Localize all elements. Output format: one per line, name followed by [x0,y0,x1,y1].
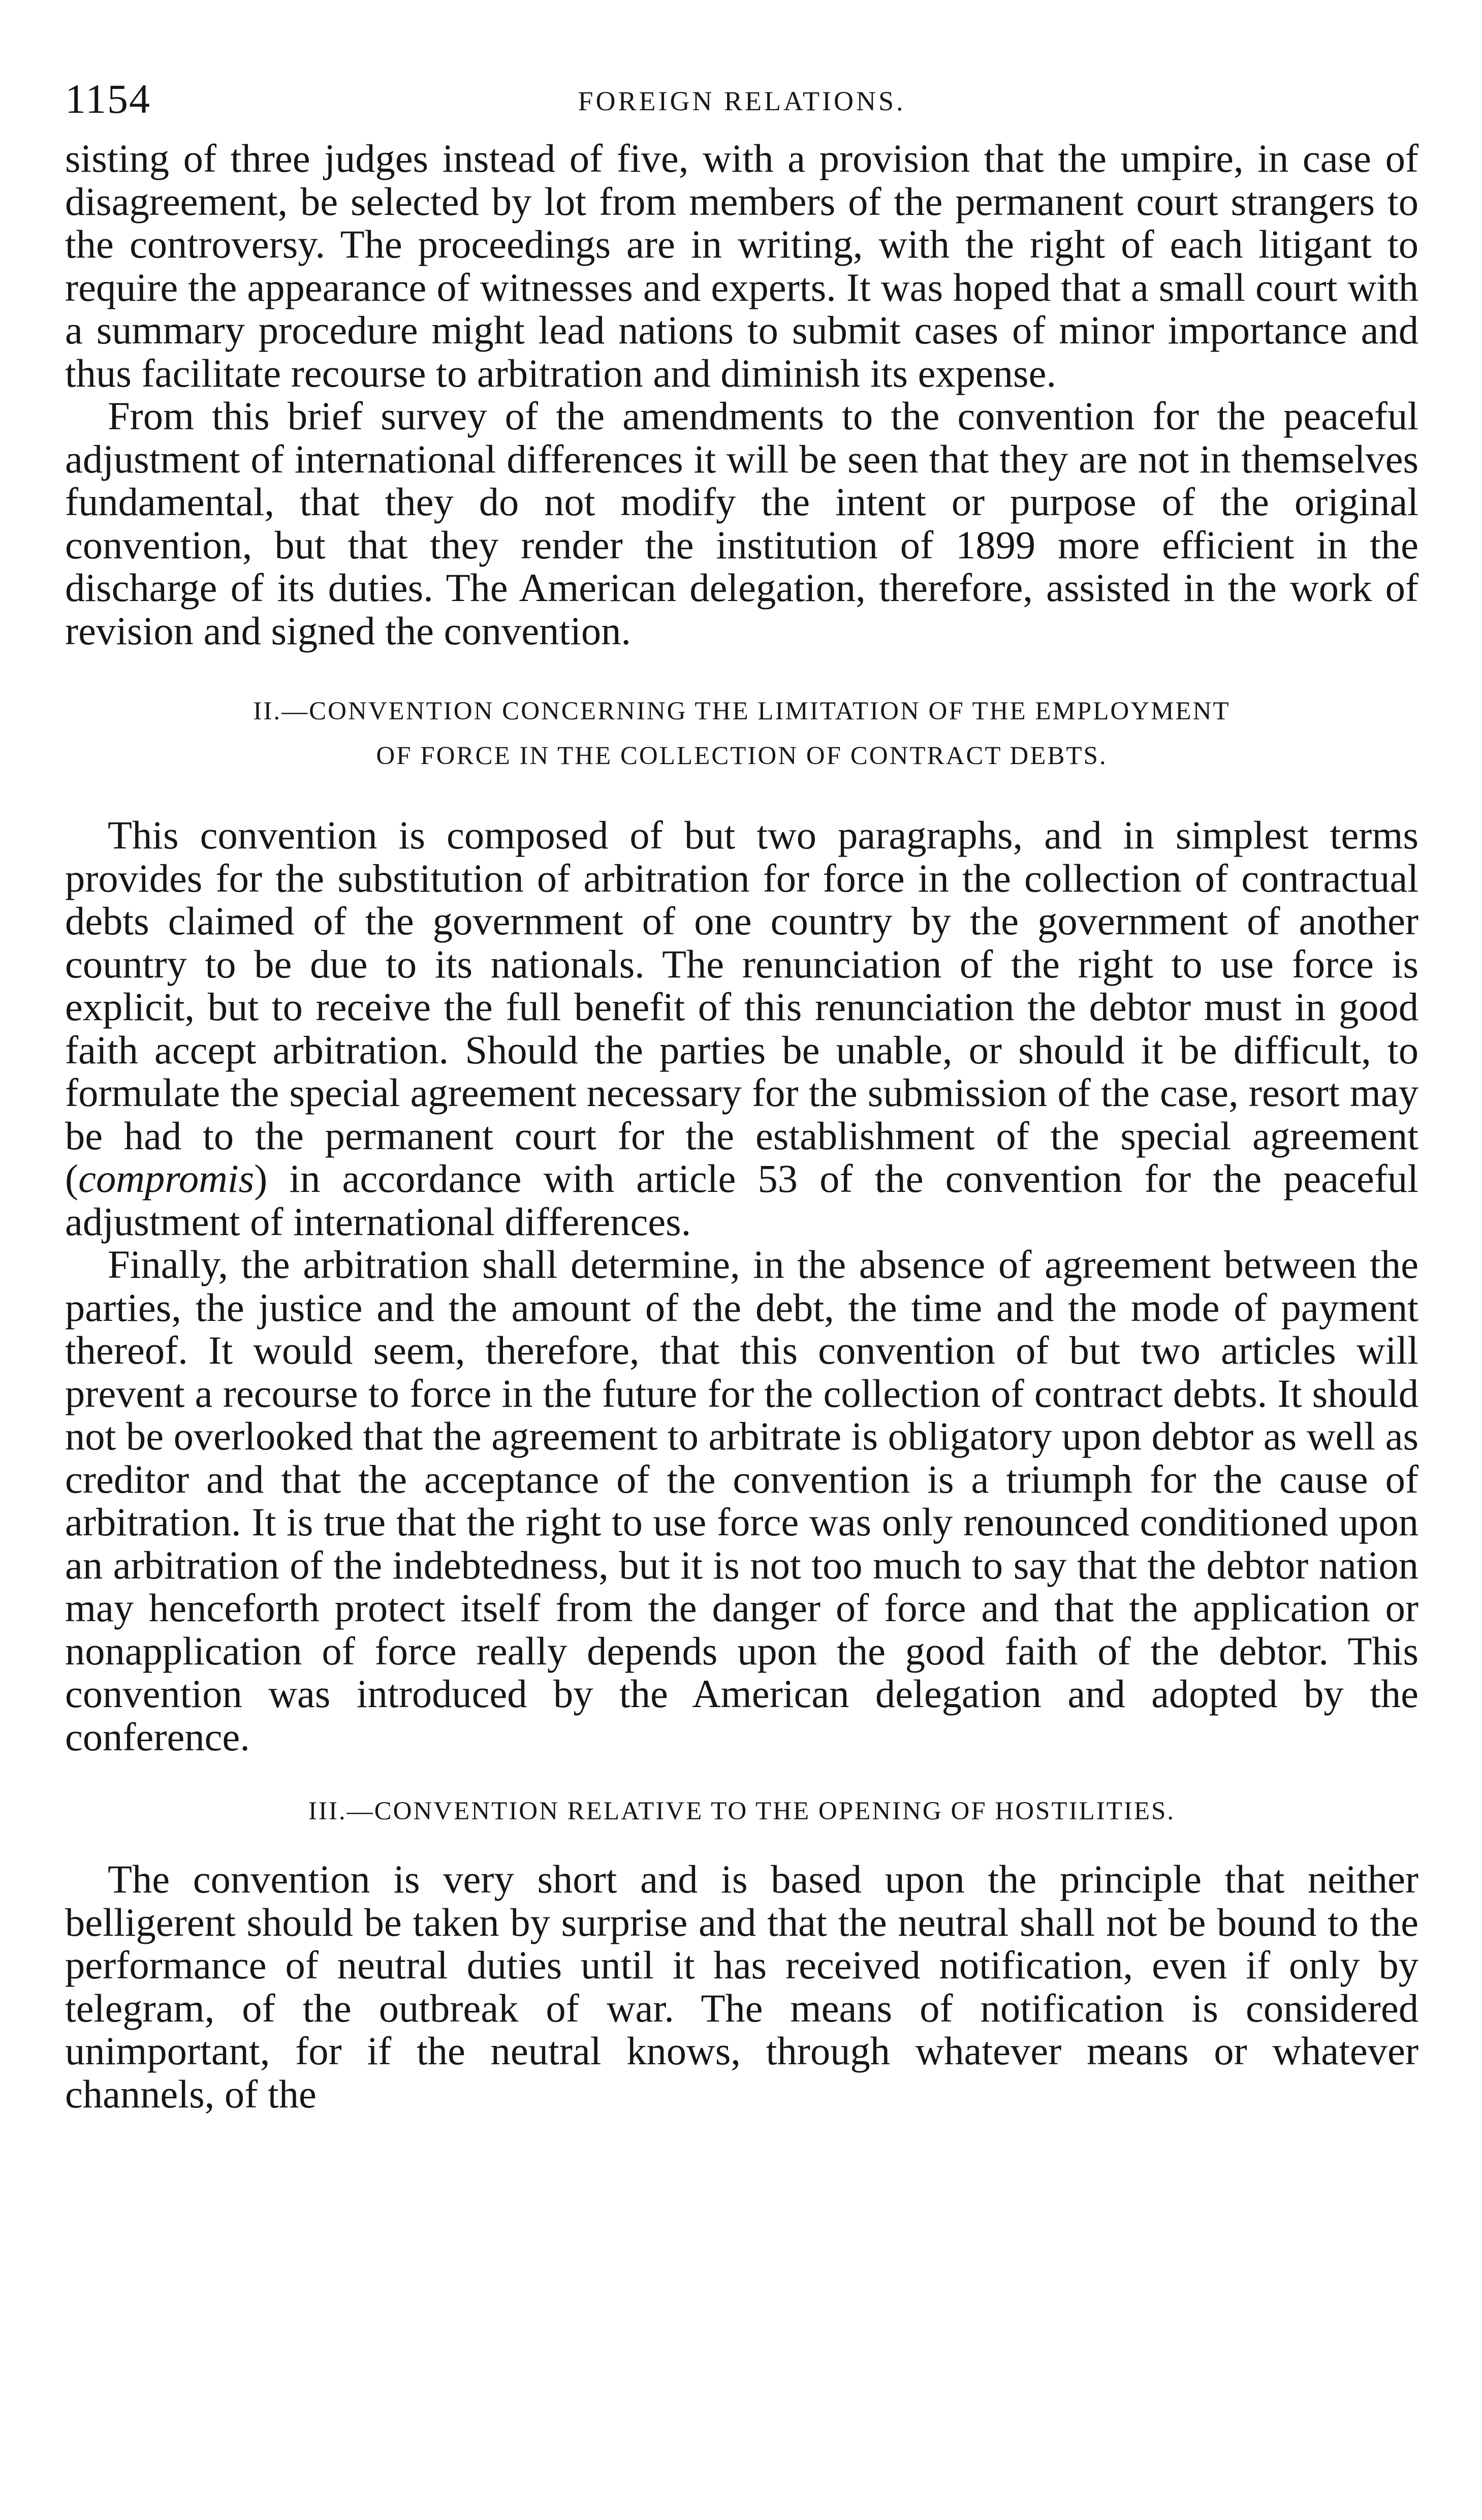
paragraph-continued: sisting of three judges instead of five, with a provision that the umpire, in case of disagreement, be selected by lot from members of the permanent court strangers to the controversy. The proceedings are in writing, with the right of each litigant to require the appearance of witnesses and experts. It was hoped that a small court with a summary procedure might lead nations to submit cases of minor importance and thus facilitate recourse to arbitration and diminish its expense. [65,136,1418,395]
page-number: 1154 [65,76,151,122]
italic-term: compromis [78,1156,255,1201]
paragraph-text: This convention is composed of but two paragraphs, and in simplest terms provides for the substitution of arbitration for force in the collection of contractual debts claimed of the government of one country by the government of another country to be due to its nationals. The renunciation of the right to use force is explicit, but to receive the full benefit of this renunciation the debtor must in good faith accept arbitration. Should the parties be unable, or should it be difficult, to formulate the special agreement necessary for the submission of the case, resort may be had to the permanent court for the establishment of the special agreement ( [65,813,1418,1201]
paragraph-opening-hostilities: The convention is very short and is based upon the principle that neither belligerent should be taken by surprise and that the neutral shall not be bound to the performance of neutral duties until it has received notification, even if only by telegram, of the outbreak of war. The means of notification is considered unimportant, for if the neutral knows, through whatever means or whatever channels, of the [65,1857,1418,2116]
section-heading-line-1: II.—CONVENTION CONCERNING THE LIMITATION OF THE EMPLOYMENT [253,697,1231,726]
running-head [65,76,1418,137]
paragraph-contract-debts [65,814,1418,1243]
section-heading-convention-iii: III.—CONVENTION RELATIVE TO THE OPENING OF HOSTILITIES. [308,1797,1176,1825]
section-heading-convention-ii [65,689,1418,778]
paragraph-amendments-survey: From this brief survey of the amendments to the convention for the peaceful adjustment of international differences it will be seen that they are not in themselves fundamental, that they do not modify the intent or purpose of the original convention, but that they render the institution of 1899 more efficient in the discharge of its duties. The American delegation, therefore, assisted in the work of revision and signed the convention. [65,394,1418,653]
section-heading-line-2: OF FORCE IN THE COLLECTION OF CONTRACT DEBTS. [376,742,1108,770]
paragraph-arbitration-finally: Finally, the arbitration shall determine, in the absence of agreement between the parties, the justice and the amount of the debt, the time and the mode of payment thereof. It would seem, therefore, that this convention of but two articles will prevent a recourse to force in the future for the collection of contract debts. It should not be overlooked that the agreement to arbitrate is obligatory upon debtor as well as creditor and that the acceptance of the convention is a triumph for the cause of arbitration. It is true that the right to use force was only renounced conditioned upon an arbitration of the indebtedness, but it is not too much to say that the debtor nation may henceforth protect itself from the danger of force and that the application or nonapplication of force really depends upon the good faith of the debtor. This convention was introduced by the American delegation and adopted by the conference. [65,1242,1418,1759]
running-title: FOREIGN RELATIONS. [578,86,906,116]
paragraph-text: ) in accordance with article 53 of the convention for the peaceful adjustment of international differences. [65,1156,1418,1244]
document-page [65,76,1418,2116]
